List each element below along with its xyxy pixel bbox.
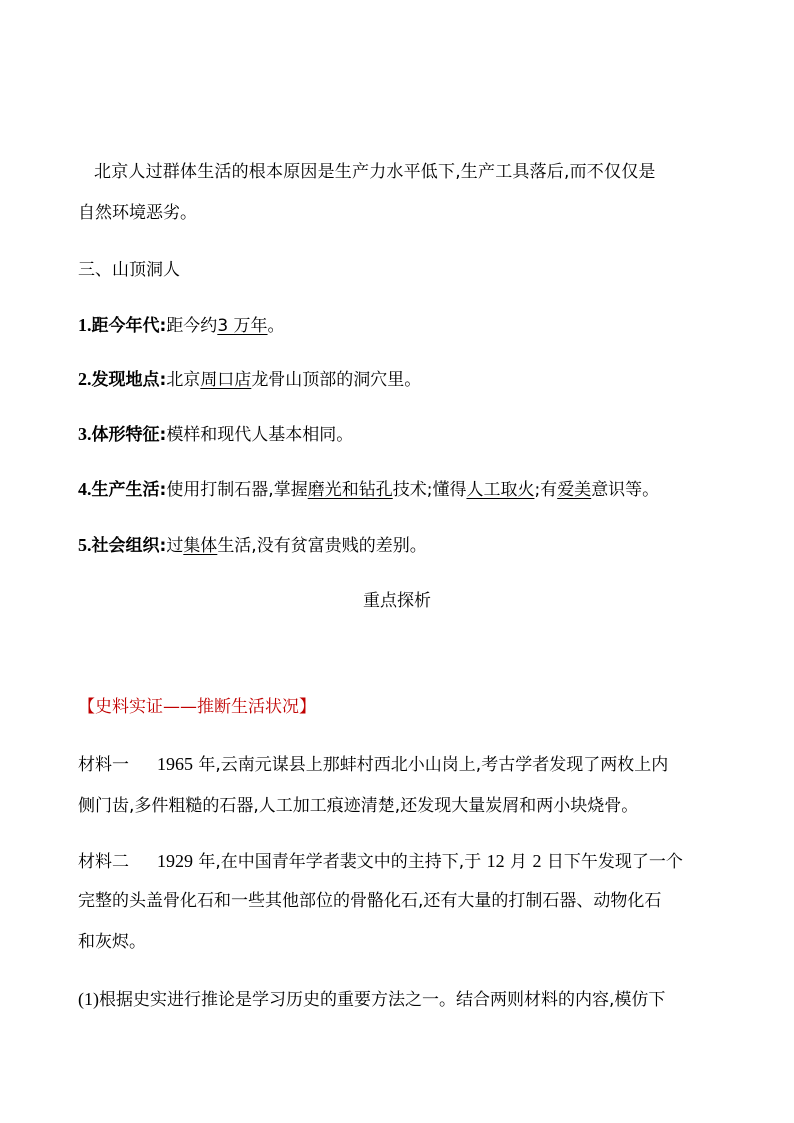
item-text: ;有 <box>534 480 558 500</box>
item-sep: : <box>159 425 167 445</box>
material-month: 12 <box>486 851 505 871</box>
bracket-heading: 【史料实证——推断生活状况】 <box>78 697 316 717</box>
underlined-answer: 磨光和钻孔 <box>307 480 393 500</box>
item-4 <box>78 480 659 499</box>
item-label: 距今年代 <box>91 316 160 336</box>
material-label: 材料二 <box>78 852 129 872</box>
intro-line-2: 自然环境恶劣。 <box>78 203 197 223</box>
material-1-line-2: 侧门齿,多件粗糙的石器,人工加工痕迹清楚,还发现大量炭屑和两小块烧骨。 <box>78 796 639 816</box>
item-1 <box>78 316 285 335</box>
item-label: 生产生活 <box>91 480 160 500</box>
underlined-answer: 集体 <box>183 536 218 556</box>
material-day: 2 <box>532 851 542 871</box>
underlined-answer: 周口店 <box>200 370 252 390</box>
item-label: 发现地点 <box>91 370 160 390</box>
item-text: 模样和现代人基本相同。 <box>166 425 354 445</box>
item-number: 5. <box>78 535 92 555</box>
item-number: 1. <box>78 315 92 335</box>
question-number: (1) <box>78 989 99 1009</box>
item-sep: : <box>159 480 167 500</box>
item-text: 生活,没有贫富贵贱的差别。 <box>217 536 427 556</box>
item-number: 3. <box>78 424 92 444</box>
material-label: 材料一 <box>78 755 129 775</box>
material-text: 月 <box>504 852 533 872</box>
material-year: 1929 <box>157 851 193 871</box>
item-text: 。 <box>267 316 285 336</box>
underlined-answer: 爱美 <box>557 480 592 500</box>
item-label: 社会组织 <box>91 536 160 556</box>
item-number: 2. <box>78 369 92 389</box>
underlined-answer: 人工取火 <box>466 480 535 500</box>
item-text: 龙骨山顶部的洞穴里。 <box>251 370 422 390</box>
material-1-line-1 <box>78 755 668 774</box>
section-title: 三、山顶洞人 <box>78 260 180 280</box>
item-text: 过 <box>166 536 184 556</box>
item-sep: : <box>159 316 167 336</box>
item-5 <box>78 536 427 555</box>
material-2-line-2: 完整的头盖骨化石和一些其他部位的骨骼化石,还有大量的打制石器、动物化石 <box>78 891 662 911</box>
material-year: 1965 <box>157 754 193 774</box>
item-sep: : <box>159 370 167 390</box>
underlined-answer: 3 万年 <box>217 316 268 336</box>
item-label: 体形特征 <box>91 425 160 445</box>
item-text: 北京 <box>166 370 201 390</box>
material-2-line-1 <box>78 852 683 871</box>
material-text: 年,在中国青年学者裴文中的主持下,于 <box>193 852 487 872</box>
item-sep: : <box>159 536 167 556</box>
item-text: 意识等。 <box>591 480 660 500</box>
item-number: 4. <box>78 479 92 499</box>
item-text: 技术;懂得 <box>392 480 467 500</box>
item-3 <box>78 425 353 444</box>
material-text: 年,云南元谋县上那蚌村西北小山岗上,考古学者发现了两枚上内 <box>193 755 669 775</box>
question-1 <box>78 990 665 1009</box>
item-2 <box>78 370 421 389</box>
item-text: 使用打制石器,掌握 <box>166 480 308 500</box>
item-text: 距今约 <box>166 316 218 336</box>
material-2-line-3: 和灰烬。 <box>78 932 146 952</box>
intro-line-1: 北京人过群体生活的根本原因是生产力水平低下,生产工具落后,而不仅仅是 <box>94 162 656 182</box>
question-text: 根据史实进行推论是学习历史的重要方法之一。结合两则材料的内容,模仿下 <box>99 990 666 1010</box>
focus-title: 重点探析 <box>363 591 431 611</box>
material-text: 日下午发现了一个 <box>541 852 683 872</box>
